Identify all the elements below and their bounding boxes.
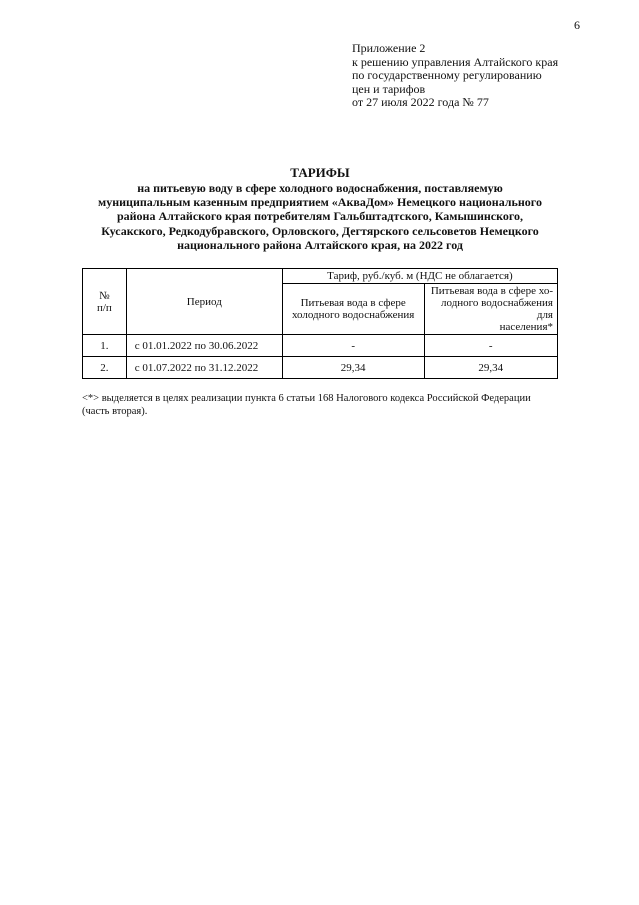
subtitle-line: Кусакского, Редкодубравского, Орловского, Дегтярского сельсоветов Немецкого bbox=[101, 223, 539, 238]
header-number-line1: № bbox=[99, 289, 110, 302]
row-value-b-cell: - bbox=[424, 335, 558, 357]
subtitle-line: национального района Алтайского края, на 2022 год bbox=[177, 237, 463, 252]
header-period-cell: Период bbox=[126, 269, 282, 335]
row-value-a-cell: 29,34 bbox=[282, 357, 424, 379]
row-value-a-cell: - bbox=[282, 335, 424, 357]
row-period-cell: с 01.07.2022 по 31.12.2022 bbox=[126, 357, 282, 379]
subtitle-line: района Алтайского края потребителям Гальбштадтского, Камышинского, bbox=[116, 209, 524, 224]
header-col-b-cell bbox=[424, 284, 558, 335]
row-number-cell: 1. bbox=[83, 335, 127, 357]
header-col-a-line2: холодного водоснабжения bbox=[291, 309, 415, 321]
row-period-cell: с 01.01.2022 по 30.06.2022 bbox=[126, 335, 282, 357]
subtitle-line: на питьевую воду в сфере холодного водоснабжения, поставляемую bbox=[137, 181, 503, 195]
header-col-a-line1: Питьевая вода в сфере bbox=[300, 297, 406, 309]
appendix-line: от 27 июля 2022 года № 77 bbox=[352, 95, 489, 109]
header-number-cell bbox=[83, 269, 127, 335]
appendix-header bbox=[352, 42, 558, 110]
subtitle-line: муниципальным казенным предприятием «АкваДом» Немецкого национального bbox=[98, 195, 542, 210]
appendix-line: цен и тарифов bbox=[352, 81, 426, 96]
header-col-b-line1: Питьевая вода в сфере хо- bbox=[430, 285, 553, 297]
header-number-line2: п/п bbox=[96, 301, 112, 314]
appendix-line: по государственному регулированию bbox=[352, 68, 542, 82]
header-col-b-line3: населения* bbox=[499, 321, 553, 333]
header-tariff-cell: Тариф, руб./куб. м (НДС не облагается) bbox=[282, 269, 557, 284]
row-number-cell: 2. bbox=[83, 357, 127, 379]
header-col-b-line2: лодного водоснабжения для bbox=[441, 297, 553, 321]
table-row bbox=[83, 335, 558, 357]
footnote: <*> выделяется в целях реализации пункта 6 статьи 168 Налогового кодекса Российской Федерации (часть вторая). bbox=[82, 393, 531, 417]
row-value-b-cell: 29,34 bbox=[424, 357, 558, 379]
appendix-line: к решению управления Алтайского края bbox=[352, 54, 559, 69]
table-header-row bbox=[83, 269, 558, 284]
document-subtitle bbox=[60, 181, 580, 252]
header-col-a-cell bbox=[282, 284, 424, 335]
page-number: 6 bbox=[574, 18, 580, 32]
tariff-table bbox=[82, 268, 558, 379]
table-row bbox=[83, 357, 558, 379]
appendix-line: Приложение 2 bbox=[352, 41, 426, 55]
document-title: ТАРИФЫ bbox=[290, 165, 350, 180]
